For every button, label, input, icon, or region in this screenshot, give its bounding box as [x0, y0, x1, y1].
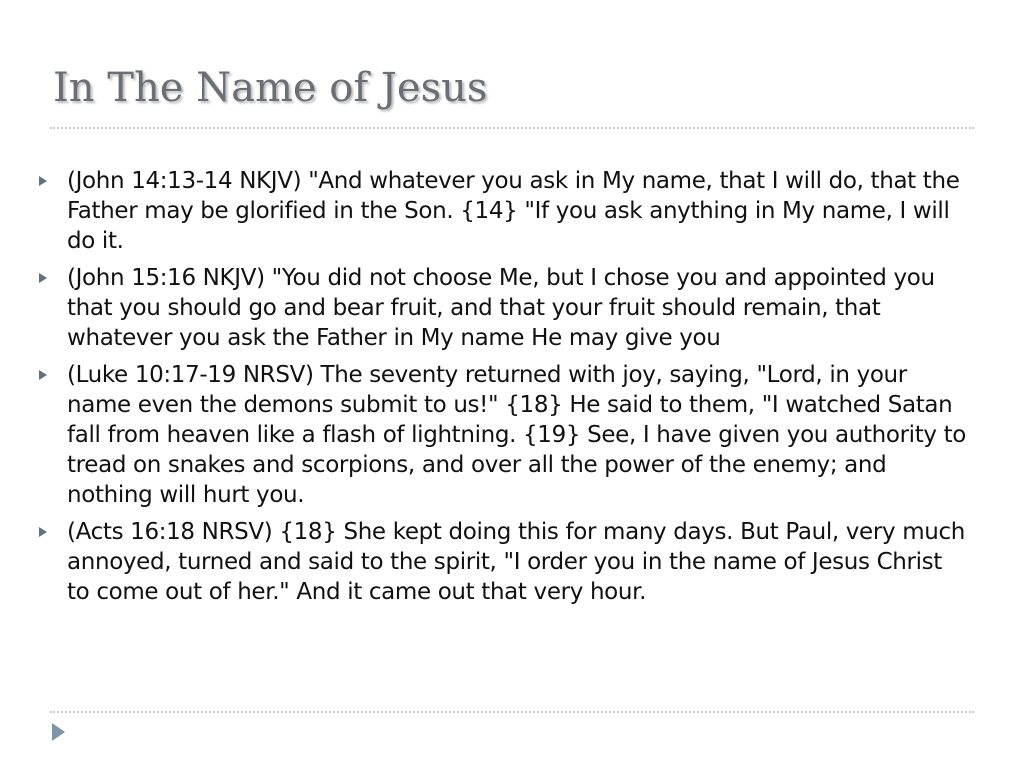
bullet-triangle-icon — [39, 527, 47, 537]
bullet-triangle-icon — [39, 273, 47, 283]
bullet-item — [36, 517, 966, 607]
bullet-item — [36, 166, 966, 256]
bullet-list — [36, 166, 966, 614]
bullet-triangle-icon — [39, 176, 47, 186]
next-slide-triangle-icon[interactable] — [52, 723, 65, 741]
bullet-text: (Acts 16:18 NRSV) {18} She kept doing this for many days. But Paul, very much annoyed, turned and said to the spirit, "I order you in the name of Jesus Christ to come out of her." And it came out that very hour. — [67, 519, 965, 605]
slide-title: In The Name of Jesus — [53, 65, 488, 111]
footer-divider — [50, 711, 974, 713]
bullet-text: (Luke 10:17-19 NRSV) The seventy returned with joy, saying, "Lord, in your name even the demons submit to us!" {18} He said to them, "I watched Satan fall from heaven like a flash of lightning. {19} See, I have given you authority to tread on snakes and scorpions, and over all the power of the enemy; and nothing will hurt you. — [67, 362, 966, 508]
bullet-text: (John 14:13-14 NKJV) "And whatever you ask in My name, that I will do, that the Father may be glorified in the Son. {14} "If you ask anything in My name, I will do it. — [67, 168, 960, 254]
bullet-item — [36, 263, 966, 353]
bullet-triangle-icon — [39, 370, 47, 380]
title-divider — [50, 127, 974, 129]
bullet-text: (John 15:16 NKJV) "You did not choose Me, but I chose you and appointed you that you should go and bear fruit, and that your fruit should remain, that whatever you ask the Father in My name He may give you — [67, 265, 935, 351]
bullet-item — [36, 360, 966, 510]
